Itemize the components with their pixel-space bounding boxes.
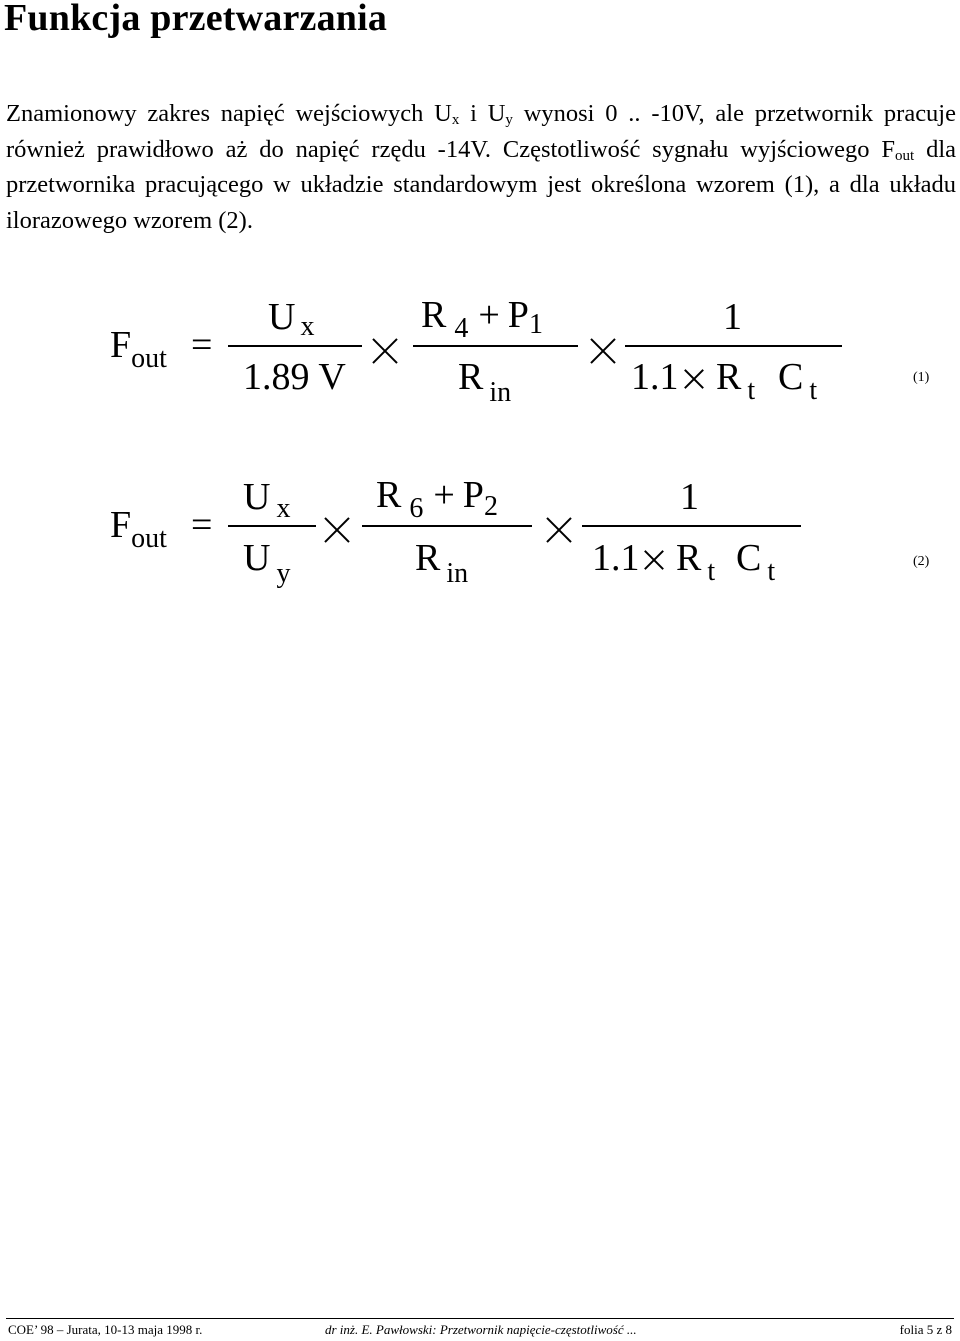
eq1-fraction-line-2 [413, 345, 578, 347]
eq1-den3-c: C $_t$ [778, 356, 818, 406]
intro-paragraph [6, 96, 956, 238]
eq1-den3-r: R $_t$ [716, 356, 756, 406]
eq2-times-1 [324, 517, 350, 543]
eq1-times-3 [684, 369, 704, 389]
eq2-equals: = [191, 504, 213, 546]
eq2-fraction-line-2 [362, 525, 532, 527]
eq2-den1: U $_y$ [243, 537, 291, 589]
eq1-num2: R $_4$ + P1 [421, 294, 543, 344]
subscript-x: x [451, 112, 460, 128]
eq2-fraction-line-1 [228, 525, 316, 527]
eq1-lhs: $F_{out}$ [110, 324, 167, 374]
subscript-out: out [895, 147, 915, 164]
eq1-den3-coef: 1.1 [631, 356, 679, 398]
footer-rule [6, 1318, 954, 1319]
eq1-times-1 [372, 338, 398, 364]
eq2-den3-c: C $_t$ [736, 537, 776, 587]
eq1-den1: 1.89 V [243, 356, 346, 398]
eq2-number: (2) [913, 554, 930, 569]
subscript-y: y [505, 112, 513, 128]
eq1-fraction-line-3 [625, 345, 842, 347]
eq2-num2: R $_6 + P_2$ [376, 474, 498, 524]
eq2-times-2 [546, 517, 572, 543]
eq2-num1: U $_x$ [243, 476, 291, 524]
eq1-den2: R $_{in}$ [458, 356, 512, 408]
footer-right: folia 5 z 8 [899, 1322, 952, 1337]
eq1-num3: 1 [723, 296, 742, 338]
intro-text-2: i U [459, 100, 506, 127]
eq1-times-2 [590, 338, 616, 364]
intro-text-4: dla przetwornika pracującego w układzie standardowym jest określona wzorem (1), a dla układu ilorazowego wzorem (2). [6, 135, 956, 234]
intro-text-3: wynosi 0 .. -10V, ale przetwornik pracuje również prawidłowo aż do napięć rzędu -14V. Częstotliwość sygnału wyjściowego F [6, 100, 956, 163]
eq2-lhs: $F_{out}$ [110, 504, 167, 554]
eq2-den3-r: R $_t$ [676, 537, 716, 587]
eq2-den2: R $_{in}$ [415, 537, 469, 589]
eq1-equals: = [191, 324, 213, 366]
eq2-num3: 1 [680, 476, 699, 518]
eq2-den3-coef: 1.1 [592, 537, 640, 579]
eq2-times-3 [644, 550, 664, 570]
footer-center: dr inż. E. Pawłowski: Przetwornik napięcie-częstotliwość ... [325, 1322, 637, 1337]
eq1-num1: U x [268, 296, 315, 342]
page-title: Funkcja przetwarzania [4, 0, 388, 39]
eq1-fraction-line-1 [228, 345, 362, 347]
eq2-fraction-line-3 [582, 525, 801, 527]
intro-text-1: Znamionowy zakres napięć wejściowych U [6, 100, 452, 127]
eq1-number: (1) [913, 370, 930, 385]
footer-left: COE’ 98 – Jurata, 10-13 maja 1998 r. [8, 1322, 203, 1337]
